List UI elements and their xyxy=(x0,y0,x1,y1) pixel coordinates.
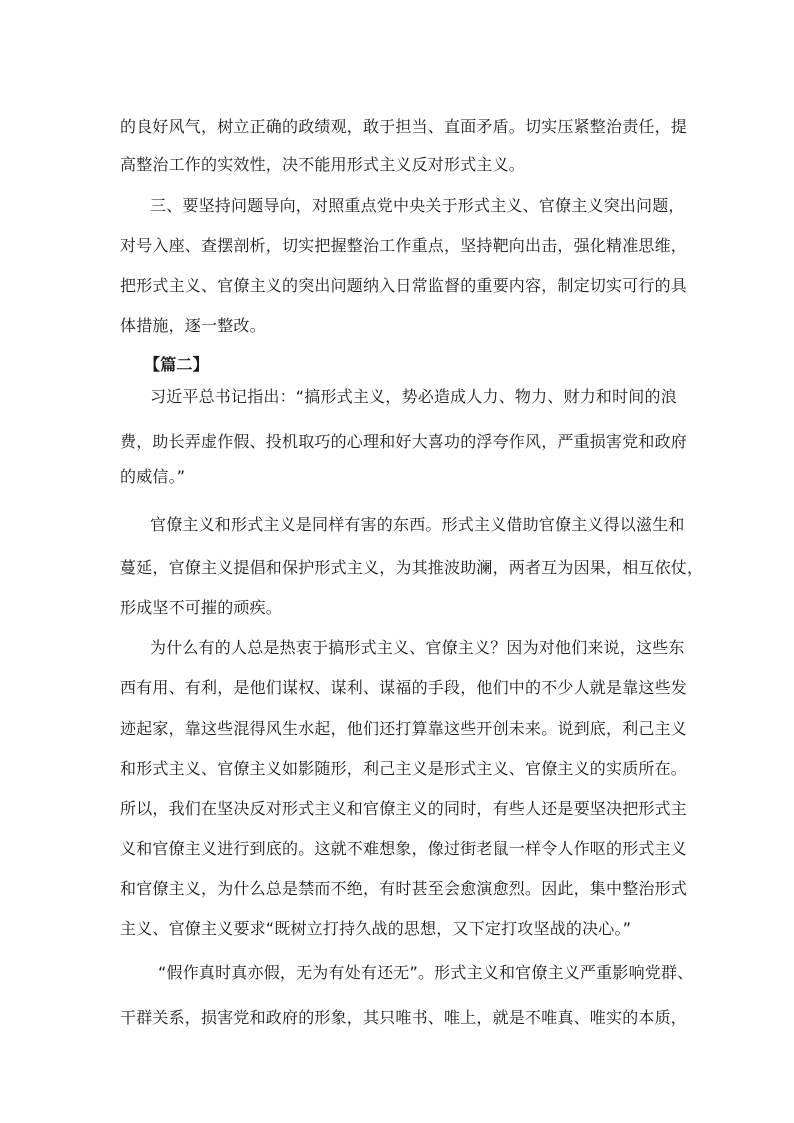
paragraph-line: 所以，我们在坚决反对形式主义和官僚主义的同时，有些人还是要坚决把形式主 xyxy=(120,799,688,818)
paragraph-line: 费，助长弄虚作假、投机取巧的心理和好大喜功的浮夸作风，严重损害党和政府 xyxy=(120,432,688,451)
paragraph-line: 的威信。” xyxy=(120,467,186,486)
paragraph-line: 官僚主义和形式主义是同样有害的东西。形式主义借助官僚主义得以滋生和 xyxy=(150,515,685,534)
paragraph-line: 为什么有的人总是热衷于搞形式主义、官僚主义？因为对他们来说，这些东 xyxy=(150,638,685,657)
section-heading: 【篇二】 xyxy=(144,355,209,374)
paragraph-line: 把形式主义、官僚主义的突出问题纳入日常监督的重要内容，制定切实可行的具 xyxy=(120,276,688,295)
paragraph-line: 高整治工作的实效性，决不能用形式主义反对形式主义。 xyxy=(120,155,526,174)
paragraph-line: 干群关系，损害党和政府的形象，其只唯书、唯上，就是不唯真、唯实的本质， xyxy=(120,1008,688,1027)
paragraph-line: 主义、官僚主义要求“既树立打持久战的思想，又下定打攻坚战的决心。” xyxy=(120,919,632,938)
paragraph-line: 的良好风气，树立正确的政绩观，敢于担当、直面矛盾。切实压紧整治责任，提 xyxy=(120,117,688,136)
paragraph-line: 迹起家，靠这些混得风生水起，他们还打算靠这些开创未来。说到底，利己主义 xyxy=(120,719,688,738)
paragraph-line: 义和官僚主义进行到底的。这就不难想象，像过街老鼠一样令人作呕的形式主义 xyxy=(120,839,688,858)
paragraph-line: 体措施，逐一整改。 xyxy=(120,316,266,335)
paragraph-line: 对号入座、查摆剖析，切实把握整治工作重点，坚持靶向出击，强化精准思维， xyxy=(120,236,688,255)
paragraph-line: 和官僚主义，为什么总是禁而不绝，有时甚至会愈演愈烈。因此，集中整治形式 xyxy=(120,879,688,898)
paragraph-line: 形成坚不可摧的顽疾。 xyxy=(120,598,283,617)
paragraph-line: 西有用、有利，是他们谋权、谋利、谋福的手段，他们中的不少人就是靠这些发 xyxy=(120,678,688,697)
paragraph-line: “假作真时真亦假，无为有处有还无”。形式主义和官僚主义严重影响党群、 xyxy=(158,963,694,982)
paragraph-line: 三、要坚持问题导向，对照重点党中央关于形式主义、官僚主义突出问题， xyxy=(150,196,685,215)
paragraph-line: 蔓延，官僚主义提倡和保护形式主义，为其推波助澜，两者互为因果，相互依仗， xyxy=(120,558,704,577)
paragraph-line: 和形式主义、官僚主义如影随形，利己主义是形式主义、官僚主义的实质所在。 xyxy=(120,759,688,778)
paragraph-line: 习近平总书记指出：“搞形式主义，势必造成人力、物力、财力和时间的浪 xyxy=(150,387,677,406)
